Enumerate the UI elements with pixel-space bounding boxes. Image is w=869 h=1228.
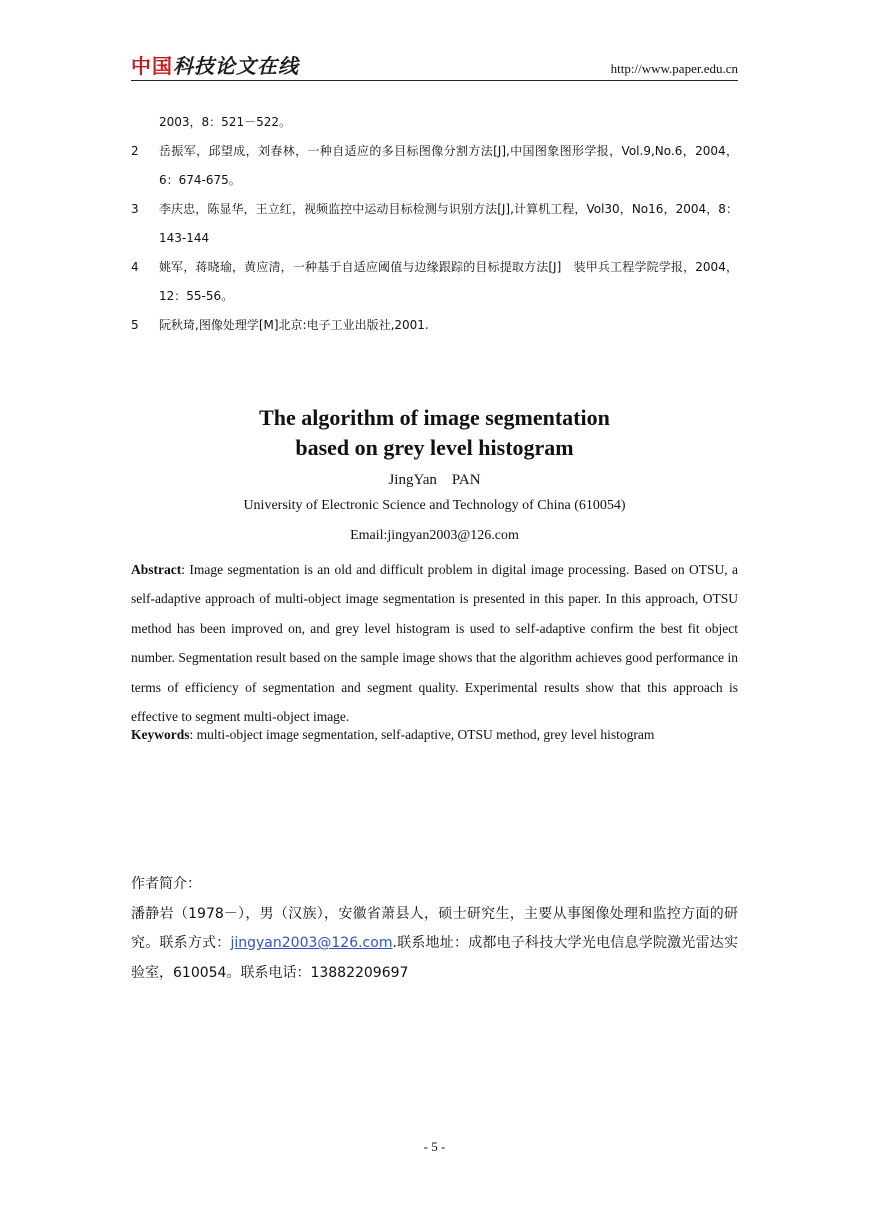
bio-text-start: 潘静岩（1978－），男（汉族），安徽省萧县人，硕士研究生，主要从事图像处理和监控方面的研究。联系方式：	[131, 905, 738, 951]
reference-item	[131, 253, 738, 311]
abstract-text: : Image segmentation is an old and difficult problem in digital image processing. Based on OTSU, a self-adaptive approach of multi-object image segmentation is presented in this paper. In this approach, OTSU method has been improved on, and grey level histogram is used to self-adaptive confirm the best fit object number. Segmentation result based on the sample image shows that the algorithm achieves good performance in terms of efficiency of segmentation and segment quality. Experimental results show that this approach is effective to segment multi-object image.	[131, 562, 738, 725]
reference-text: 岳振军，邱望成，刘春林，一种自适应的多目标图像分割方法[J],中国图象图形学报，Vol.9,No.6，2004，6：674-675。	[159, 144, 738, 187]
reference-item	[131, 311, 738, 340]
site-logo[interactable]	[131, 55, 299, 77]
paper-title-line-1: The algorithm of image segmentation	[259, 405, 610, 430]
reference-number: 4	[131, 260, 139, 274]
reference-number: 5	[131, 318, 139, 332]
reference-item	[131, 137, 738, 195]
reference-text: 姚军，蒋晓瑜，黄应清，一种基于自适应阈值与边缘跟踪的目标提取方法[J] 装甲兵工程学院学报，2004，12：55-56。	[159, 260, 738, 303]
abstract-label: Abstract	[131, 562, 182, 577]
reference-item	[131, 195, 738, 253]
bio-heading: 作者简介：	[131, 876, 201, 892]
author-bio	[131, 870, 738, 988]
abstract	[131, 555, 738, 731]
keywords-label: Keywords	[131, 727, 190, 742]
header-url[interactable]: http://www.paper.edu.cn	[610, 61, 738, 76]
author-email: Email:jingyan2003@126.com	[350, 528, 519, 543]
reference-item	[131, 108, 738, 137]
reference-list	[131, 108, 738, 340]
bio-text-end: .联系地址：成都电子科技大学光电信息学院激光雷达实验室，610054。联系电话：13882209697	[131, 935, 738, 981]
logo-text-dark: 科技论文在线	[173, 54, 299, 78]
page-number: - 5 -	[423, 1139, 446, 1154]
page-header	[131, 52, 738, 81]
reference-number: 2	[131, 144, 139, 158]
reference-text: 阮秋琦,图像处理学[M]北京:电子工业出版社,2001.	[159, 318, 429, 332]
reference-text: 李庆忠，陈显华，王立红，视频监控中运动目标检测与识别方法[J],计算机工程，Vol30，No16，2004，8：143-144	[159, 202, 738, 245]
bio-email-link[interactable]: jingyan2003@126.com	[230, 935, 393, 951]
paper-title-line-2: based on grey level histogram	[295, 435, 574, 460]
reference-number: 3	[131, 202, 139, 216]
author-affiliation: University of Electronic Science and Technology of China (610054)	[243, 498, 626, 513]
author-name: JingYan PAN	[388, 472, 481, 488]
logo-text-red: 中国	[131, 54, 173, 78]
keywords	[131, 724, 738, 746]
keywords-text: : multi-object image segmentation, self-adaptive, OTSU method, grey level histogram	[189, 727, 655, 742]
bio-paragraph	[131, 900, 738, 989]
reference-text: 2003，8：521－522。	[159, 115, 291, 129]
